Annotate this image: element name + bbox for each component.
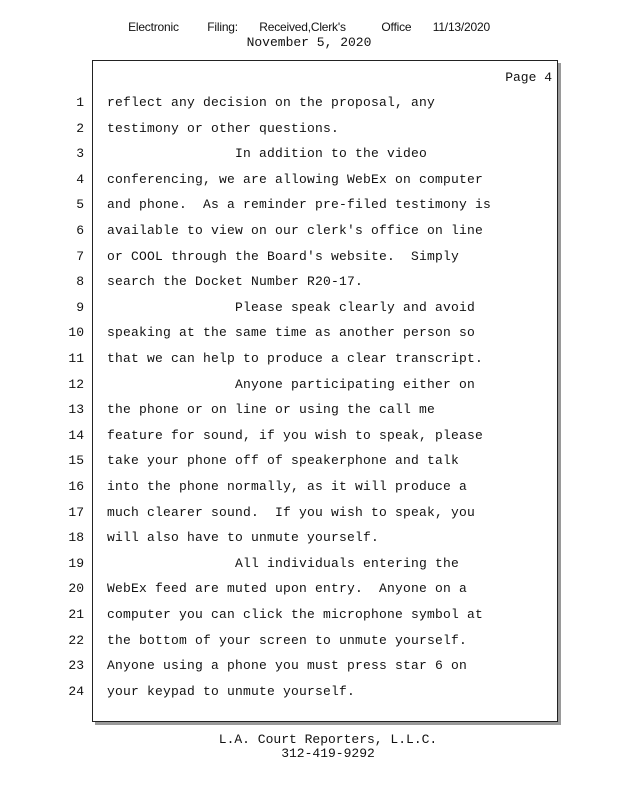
line-number: 21 (68, 607, 84, 622)
line-text: feature for sound, if you wish to speak, please (107, 427, 484, 443)
line-number: 9 (76, 299, 84, 315)
line-text: the bottom of your screen to unmute yourself. (107, 632, 468, 648)
reporter-company: L.A. Court Reporters, L.L.C. (218, 732, 438, 747)
line-text: into the phone normally, as it will produce a (107, 479, 468, 494)
line-number: 4 (76, 171, 84, 187)
line-text: testimony or other questions. (107, 120, 340, 136)
line-text: Please speak clearly and avoid (107, 299, 476, 315)
line-text: All individuals entering the (107, 555, 460, 571)
line-text: computer you can click the microphone symbol at (107, 607, 484, 622)
line-text: or COOL through the Board's website. Simply (107, 248, 460, 264)
transcript-line (0, 427, 618, 445)
line-number: 17 (68, 504, 84, 520)
hearing-date: November 5, 2020 (246, 35, 372, 50)
transcript-line (0, 196, 618, 214)
page-number: Page 4 (505, 70, 552, 85)
line-text: speaking at the same time as another person so (107, 325, 476, 341)
transcript-line (0, 324, 618, 342)
transcript-line (0, 504, 618, 522)
line-text: will also have to unmute yourself. (107, 530, 380, 546)
transcript-line (0, 120, 618, 138)
line-number: 1 (76, 95, 84, 110)
line-text: Anyone using a phone you must press star 6 on (107, 658, 468, 674)
line-text: take your phone off of speakerphone and talk (107, 453, 460, 469)
line-number: 20 (68, 581, 84, 597)
line-number: 13 (68, 402, 84, 418)
transcript-line (0, 683, 618, 701)
transcript-line (0, 529, 618, 547)
line-number: 6 (76, 223, 84, 238)
line-number: 16 (68, 479, 84, 494)
line-text: much clearer sound. If you wish to speak, you (107, 504, 476, 520)
line-number: 15 (68, 453, 84, 469)
transcript-line (0, 580, 618, 598)
line-number: 8 (76, 274, 84, 290)
transcript-line (0, 171, 618, 189)
line-number: 11 (68, 351, 84, 366)
line-text: available to view on our clerk's office on line (107, 223, 484, 238)
transcript-line (0, 299, 618, 317)
line-text: your keypad to unmute yourself. (107, 683, 356, 699)
line-number: 5 (76, 197, 84, 213)
line-number: 18 (68, 530, 84, 546)
transcript-line (0, 350, 618, 368)
transcript-line (0, 606, 618, 624)
line-number: 2 (76, 120, 84, 136)
reporter-phone: 312-419-9292 (281, 746, 375, 761)
transcript-line (0, 145, 618, 163)
line-number: 14 (68, 427, 84, 443)
line-text: and phone. As a reminder pre-filed testimony is (107, 197, 492, 213)
transcript-line (0, 94, 618, 112)
line-text: In addition to the video (107, 146, 428, 162)
transcript-line (0, 273, 618, 291)
transcript-line (0, 248, 618, 266)
line-number: 7 (76, 248, 84, 264)
line-text: conferencing, we are allowing WebEx on computer (107, 171, 484, 187)
transcript-line (0, 452, 618, 470)
line-text: the phone or on line or using the call me (107, 402, 436, 418)
filing-stamp: Electronic Filing: Received,Clerk's Office 11/13/2020 (128, 20, 490, 34)
transcript-line (0, 376, 618, 394)
transcript-line (0, 632, 618, 650)
line-number: 22 (68, 632, 84, 648)
transcript-line (0, 401, 618, 419)
line-number: 19 (68, 555, 84, 571)
transcript-line (0, 657, 618, 675)
line-number: 24 (68, 683, 84, 699)
line-text: search the Docket Number R20-17. (107, 274, 364, 290)
line-text: that we can help to produce a clear transcript. (107, 351, 484, 366)
line-number: 23 (68, 658, 84, 674)
line-number: 10 (68, 325, 84, 341)
transcript-line (0, 478, 618, 496)
line-text: WebEx feed are muted upon entry. Anyone on a (107, 581, 468, 597)
transcript-line (0, 222, 618, 240)
line-text: Anyone participating either on (107, 376, 476, 392)
transcript-line (0, 555, 618, 573)
line-number: 3 (76, 146, 84, 162)
line-number: 12 (68, 376, 84, 392)
line-text: reflect any decision on the proposal, any (107, 95, 436, 110)
